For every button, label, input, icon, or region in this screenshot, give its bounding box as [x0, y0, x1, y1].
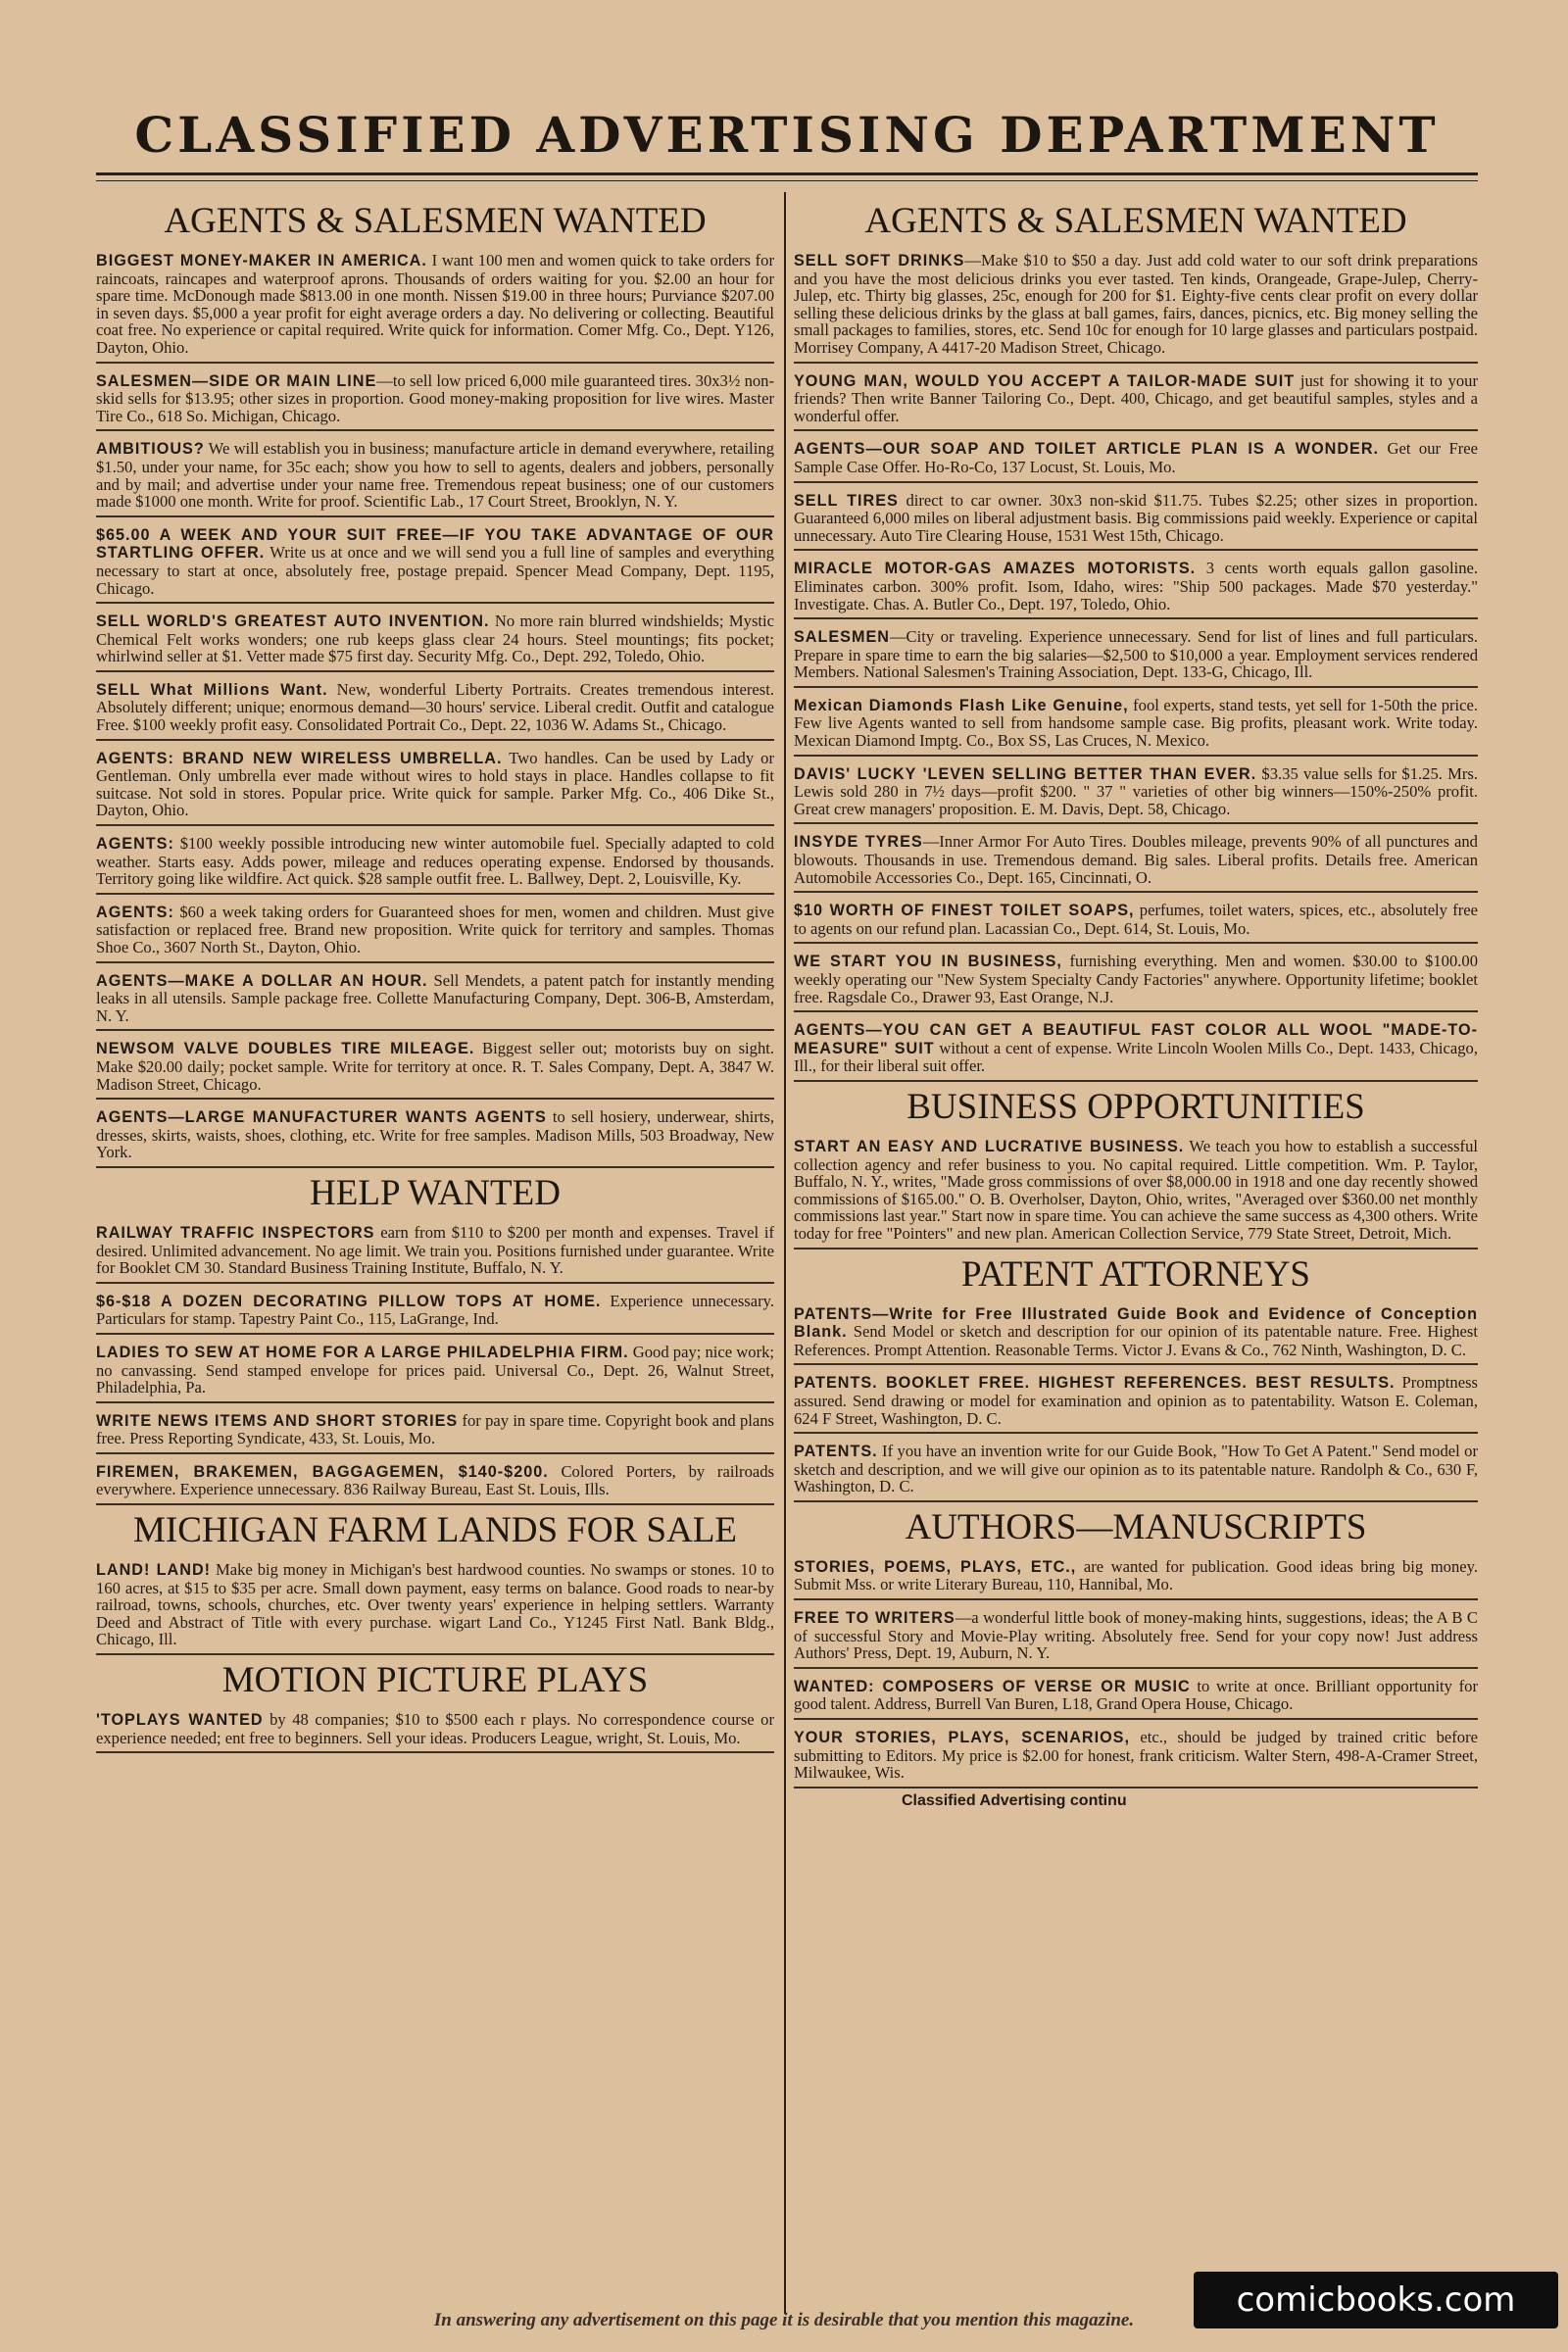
ad-body: 3 cents worth equals gallon gasoline. Eliminates carbon. 300% profit. Isom, Idaho, wires: "Ship 500 packages. Made $70 yesterday." Investigate. Chas. A. Butler Co., Dept. 197, Toledo, Ohio.	[794, 559, 1478, 613]
column-separator	[784, 192, 786, 2314]
classified-ad	[794, 1369, 1478, 1434]
ad-body: Two handles. Can be used by Lady or Gentleman. Only umbrella ever made without wires to hold stays in place. Handles collapse to fit suitcase. Not sold in stores. Popular price. Write quick for sample. Parker Mfg. Co., 406 Dike St., Dayton, Ohio.	[96, 748, 774, 820]
classified-ad	[794, 1673, 1478, 1720]
ad-body: Get our Free Sample Case Offer. Ho-Ro-Co, 137 Locust, St. Louis, Mo.	[794, 439, 1478, 476]
ad-lead: PATENTS. BOOKLET FREE. HIGHEST REFERENCES. BEST RESULTS.	[794, 1374, 1396, 1393]
section-heading-patent: PATENT ATTORNEYS	[960, 1253, 1311, 1295]
ad-body: If you have an invention write for our Guide Book, "How To Get A Patent." Send model or sketch and description, and we will give our opinion as to its patentable nature. Randolph & Co., 630 F, Washington, D. C.	[794, 1442, 1478, 1496]
ad-body: perfumes, toilet waters, spices, etc., absolutely free to agents on our refund plan. Lacassian Co., Dept. 614, St. Louis, Mo.	[794, 901, 1478, 938]
ad-lead: FIREMEN, BRAKEMEN, BAGGAGEMEN, $140-$200.	[96, 1462, 549, 1481]
ad-body: to write at once. Brilliant opportunity for good talent. Address, Burrell Van Buren, L18, Grand Opera House, Chicago.	[794, 1676, 1478, 1714]
ad-body: Biggest seller out; motorists buy on sight. Make $20.00 daily; pocket sample. Write for territory at once. R. T. Sales Company, Dept. A, 3847 W. Madison Street, Chicago.	[96, 1039, 774, 1094]
ad-body: earn from $110 to $200 per month and expenses. Travel if desired. Unlimited advancement. No age limit. We train you. Positions furnished under guarantee. Write for Booklet CM 30. Standard Business Training Institute, Buffalo, N. Y.	[96, 1222, 774, 1278]
ad-lead: WANTED: COMPOSERS OF VERSE OR MUSIC	[794, 1677, 1191, 1695]
classified-ad	[96, 1339, 774, 1403]
classified-ad	[96, 1035, 774, 1100]
classified-ad	[794, 1553, 1478, 1600]
ad-body: $60 a week taking orders for Guaranteed shoes for men, women and children. Must give satisfaction or replaced free. Brand new proposition. Write quick for territory and samples. Thomas Shoe Co., 3607 North St., Dayton, Ohio.	[96, 902, 774, 956]
ad-body: to sell hosiery, underwear, shirts, dresses, skirts, waists, shoes, clothing, etc. Write for free samples. Madison Mills, 503 Broadway, New York.	[96, 1107, 774, 1162]
classified-ad	[96, 521, 774, 604]
continued-note: Classified Advertising continu	[902, 1791, 1127, 1809]
ad-body: No more rain blurred windshields; Mystic Chemical Felt works wonders; one rub keeps glass clear 24 hours. Steel mountings; fits pocket; whirlwind seller at $1. Vetter made $75 first day. Security Mfg. Co., Dept. 292, Toledo, Ohio.	[96, 612, 774, 666]
ad-body: by 48 companies; $10 to $500 each r plays. No correspondence course or experience needed; ent free to beginners. Sell your ideas. Producers League, wright, St. Louis, Mo.	[96, 1710, 774, 1747]
ad-body: Make big money in Michigan's best hardwood counties. No swamps or stones. 10 to 160 acres, at $15 to $35 per acre. Small down payment, easy terms on balance. Good roads to near-by railroad, towns, schools, churches, etc. Over twenty years' experience in helping settlers. Warranty Deed and Abstract of Title with every purchase. wigart Land Co., Y1245 First Natl. Bank Bldg., Chicago, Ill.	[96, 1560, 774, 1649]
help-wanted-ads	[96, 1219, 774, 1505]
classified-ad	[96, 1103, 774, 1168]
ad-body: Good pay; nice work; no canvassing. Send stamped envelope for prices paid. Universal Co., Dept. 26, Walnut Street, Philadelphia, Pa.	[96, 1342, 774, 1397]
left-column	[96, 196, 774, 2313]
classified-ad	[794, 692, 1478, 757]
classified-ad	[794, 1016, 1478, 1082]
ad-body: Write us at once and we will send you a full line of samples and everything necessary to start at once, absolutely free, postage prepaid. Spencer Mead Company, Dept. 1195, Chicago.	[96, 543, 774, 598]
ad-body: Send Model or sketch and description for our opinion of its patentable nature. Free. Highest References. Prompt Attention. Reasonable Terms. Victor J. Evans & Co., 762 Ninth, Washington, D. C.	[794, 1322, 1478, 1359]
classified-ad	[96, 368, 774, 432]
authors-ads	[794, 1553, 1478, 1788]
section-heading-business: BUSINESS OPPORTUNITIES	[906, 1086, 1365, 1127]
ad-lead: LAND! LAND!	[96, 1561, 212, 1580]
classified-ad	[794, 487, 1478, 552]
ad-lead: SELL WORLD'S GREATEST AUTO INVENTION.	[96, 612, 490, 631]
ad-lead: LADIES TO SEW AT HOME FOR A LARGE PHILADELPHIA FIRM.	[96, 1343, 629, 1361]
ad-body: I want 100 men and women quick to take orders for raincoats, raincapes and waterproof aprons. Thousands of orders waiting for you. $2.00 an hour for spare time. McDonough made $813.00 in one month. Nissen $19.00 in three hours; Purviance $207.00 in seven days. $5,000 a year profit for eight average orders a day. No delivering or collecting. Beautiful coat free. No experience or capital required. Write quick for information. Comer Mfg. Co., Dept. Y126, Dayton, Ohio.	[96, 251, 774, 357]
ad-body: fool experts, stand tests, yet sell for 1-50th the price. Few live Agents wanted to sell from handsome sample case. Big profits, pleasant work. Write today. Mexican Diamond Imptg. Co., Box SS, Las Cruces, N. Mexico.	[794, 695, 1478, 751]
classified-ad	[794, 897, 1478, 944]
ad-lead: MIRACLE MOTOR-GAS AMAZES MOTORISTS.	[794, 560, 1197, 578]
ad-lead: $6-$18 A DOZEN DECORATING PILLOW TOPS AT HOME.	[96, 1292, 602, 1310]
ad-body: —to sell low priced 6,000 mile guaranteed tires. 30x3½ non-skid sells for $13.95; other sizes in proportion. Good money-making proposition for live wires. Master Tire Co., 618 So. Michigan, Chicago.	[96, 370, 774, 425]
right-column	[794, 196, 1478, 2313]
classified-ad	[96, 1706, 774, 1753]
farm-ads	[96, 1556, 774, 1655]
classified-ad	[96, 1556, 774, 1655]
ad-body: etc., should be judged by trained critic before submitting to Editors. My price is $2.00 for honest, frank criticism. Walter Stern, 498-A-Cramer Street, Milwaukee, Wis.	[794, 1728, 1478, 1783]
ad-body: Sell Mendets, a patent patch for instantly mending leaks in all utensils. Sample package free. Collette Manufacturing Company, Dept. 306-B, Amsterdam, N. Y.	[96, 970, 774, 1025]
section-heading-farm-lands: MICHIGAN FARM LANDS FOR SALE	[132, 1510, 738, 1551]
ad-lead: AGENTS: BRAND NEW WIRELESS UMBRELLA.	[96, 749, 503, 767]
classified-ad	[794, 1133, 1478, 1250]
patent-ads	[794, 1300, 1478, 1502]
classified-ad	[794, 1604, 1478, 1669]
ad-lead: INSYDE TYRES	[794, 833, 923, 852]
ad-body: $100 weekly possible introducing new winter automobile fuel. Specially adapted to cold weather. Starts easy. Adds power, mileage and reduces operating expense. Endorsed by thousands. Territory going like wildfire. Act quick. $28 sample outfit free. L. Ballwey, Dept. 2, Louisville, Ky.	[96, 834, 774, 889]
agents-ads-left	[96, 247, 774, 1168]
ad-body: without a cent of expense. Write Lincoln Woolen Mills Co., Dept. 1433, Chicago, Ill., for their liberal suit offer.	[794, 1038, 1478, 1076]
classified-ad	[96, 676, 774, 741]
ad-lead: AGENTS—LARGE MANUFACTURER WANTS AGENTS	[96, 1108, 547, 1127]
classified-ad	[96, 1219, 774, 1284]
ad-lead: AGENTS:	[96, 903, 174, 921]
ad-lead: DAVIS' LUCKY 'LEVEN SELLING BETTER THAN EVER.	[794, 764, 1257, 783]
ad-lead: SELL TIRES	[794, 491, 899, 510]
ad-lead: STORIES, POEMS, PLAYS, ETC.,	[794, 1557, 1077, 1576]
ad-lead: YOUR STORIES, PLAYS, SCENARIOS,	[794, 1729, 1130, 1747]
ad-lead: Mexican Diamonds Flash Like Genuine,	[794, 696, 1129, 714]
ad-lead: AMBITIOUS?	[96, 440, 205, 459]
ad-body: direct to car owner. 30x3 non-skid $11.75. Tubes $2.25; other sizes in proportion. Guaranteed 6,000 miles on liberal adjustment basis. Big commissions paid weekly. Experience or capital unnecessary. Auto Tire Clearing House, 1531 West 15th, Chicago.	[794, 490, 1478, 545]
classified-ad	[794, 623, 1478, 688]
classified-ad	[96, 967, 774, 1032]
ad-lead: 'TOPLAYS WANTED	[96, 1711, 264, 1730]
ad-lead: AGENTS—YOU CAN GET A BEAUTIFUL FAST COLOR ALL WOOL "MADE-TO-MEASURE" SUIT	[794, 1021, 1478, 1057]
ad-lead: $10 WORTH OF FINEST TOILET SOAPS,	[794, 902, 1135, 920]
section-heading-motion-picture: MOTION PICTURE PLAYS	[221, 1660, 649, 1701]
ad-body: for pay in spare time. Copyright book and plans free. Press Reporting Syndicate, 433, St. Louis, Mo.	[96, 1410, 774, 1448]
agents-ads-right	[794, 247, 1478, 1082]
ad-body: We teach you how to establish a successful collection agency and refer business to you. No capital required. Little competition. Wm. P. Taylor, Buffalo, N. Y., writes, "Made gross commissions of over $8,000.00 in 1918 and one day recently showed commissions of $165.00." O. B. Overholser, Dayton, Ohio, writes, "Averaged over $360.00 net monthly commissions last year." Start now in spare time. You can achieve the same success as 4,300 others. Write today for free "Pointers" and new plan. American Collection Service, 779 State Street, Detroit, Mich.	[794, 1136, 1478, 1243]
ad-body: New, wonderful Liberty Portraits. Creates tremendous interest. Absolutely different; unique; enormous demand—30 hours' service. Liberal credit. Outfit and catalogue Free. $100 weekly profit easy. Consolidated Portrait Co., Dept. 22, 1036 W. Adams St., Chicago.	[96, 679, 774, 735]
classified-ad	[96, 1458, 774, 1505]
classified-ad	[96, 247, 774, 364]
classified-ad	[794, 828, 1478, 893]
ad-lead: SALESMEN	[794, 628, 890, 647]
motion-ads	[96, 1706, 774, 1753]
classified-ad	[96, 899, 774, 963]
business-ads	[794, 1133, 1478, 1250]
classified-ad	[794, 1724, 1478, 1788]
classified-ad	[794, 555, 1478, 619]
ad-body: furnishing everything. Men and women. $30.00 to $100.00 weekly operating our "New System Specialty Candy Factories" anywhere. Opportunity lifetime; booklet free. Ragsdale Co., Drawer 93, East Orange, N.J.	[794, 952, 1478, 1006]
ad-lead: PATENTS—Write for Free Illustrated Guide Book and Evidence of Conception Blank.	[794, 1304, 1478, 1342]
classified-ad	[96, 1288, 774, 1335]
section-heading-authors: AUTHORS—MANUSCRIPTS	[905, 1506, 1367, 1547]
ad-lead: START AN EASY AND LUCRATIVE BUSINESS.	[794, 1137, 1185, 1155]
ad-body: —City or traveling. Experience unnecessary. Send for list of lines and full particulars. Prepare in spare time to earn the big salaries—$2,500 to $10,000 a year. Employment services rendered Members. National Salesmen's Training Association, Dept. 133-G, Chicago, Ill.	[794, 627, 1478, 682]
page-title: CLASSIFIED ADVERTISING DEPARTMENT	[134, 106, 1440, 164]
classified-ad	[96, 830, 774, 895]
ad-lead: PATENTS.	[794, 1443, 878, 1461]
ad-lead: SALESMEN—SIDE OR MAIN LINE	[96, 371, 377, 390]
ad-lead: AGENTS—OUR SOAP AND TOILET ARTICLE PLAN IS A WONDER.	[794, 440, 1380, 459]
ad-lead: RAILWAY TRAFFIC INSPECTORS	[96, 1223, 375, 1242]
ad-body: Experience unnecessary. Particulars for stamp. Tapestry Paint Co., 115, LaGrange, Ind.	[96, 1291, 774, 1329]
section-heading-agents-left: AGENTS & SALESMEN WANTED	[164, 201, 707, 241]
ad-lead: NEWSOM VALVE DOUBLES TIRE MILEAGE.	[96, 1040, 475, 1058]
classified-ad	[794, 435, 1478, 482]
classified-ad	[794, 368, 1478, 432]
title-rule	[96, 172, 1478, 175]
ad-lead: AGENTS:	[96, 835, 174, 854]
classified-ad	[96, 435, 774, 516]
classified-ad	[794, 948, 1478, 1012]
ad-lead: FREE TO WRITERS	[794, 1609, 956, 1628]
classified-ad	[96, 1407, 774, 1454]
ad-lead: BIGGEST MONEY-MAKER IN AMERICA.	[96, 252, 427, 270]
section-heading-help-wanted: HELP WANTED	[310, 1172, 561, 1213]
section-heading-agents-right: AGENTS & SALESMEN WANTED	[864, 201, 1407, 241]
ad-body: —Inner Armor For Auto Tires. Doubles mileage, prevents 90% of all punctures and blowouts. Thousands in use. Tremendous demand. Big sales. Liberal profits. Details free. American Automobile Accessories Co., Dept. 165, Cincinnati, O.	[794, 832, 1478, 887]
footer-note: In answering any advertisement on this page it is desirable that you mention this magazine.	[433, 2310, 1135, 2330]
ad-lead: $65.00 A WEEK AND YOUR SUIT FREE—IF YOU TAKE ADVANTAGE OF OUR STARTLING OFFER.	[96, 525, 774, 563]
ad-body: just for showing it to your friends? Then write Banner Tailoring Co., Dept. 400, Chicago, and get beautiful samples, styles and a wonderful offer.	[794, 370, 1478, 425]
ad-body: are wanted for publication. Good ideas bring big money. Submit Mss. or write Literary Bureau, 110, Hannibal, Mo.	[794, 1556, 1478, 1594]
ad-lead: AGENTS—MAKE A DOLLAR AN HOUR.	[96, 971, 428, 990]
ad-body: Colored Porters, by railroads everywhere. Experience unnecessary. 836 Railway Bureau, East St. Louis, Ills.	[96, 1461, 774, 1499]
ad-lead: SELL SOFT DRINKS	[794, 252, 965, 270]
classified-ad	[794, 760, 1478, 825]
ad-lead: YOUNG MAN, WOULD YOU ACCEPT A TAILOR-MADE SUIT	[794, 371, 1296, 390]
classified-ad	[96, 745, 774, 826]
ad-lead: SELL What Millions Want.	[96, 680, 328, 699]
classified-ad	[96, 608, 774, 672]
ad-lead: WRITE NEWS ITEMS AND SHORT STORIES	[96, 1411, 459, 1430]
ad-body: $3.35 value sells for $1.25. Mrs. Lewis sold 280 in 7½ days—profit $200. " 37 " varieties of other big winners—150%-250% profit. Great crew managers' proposition. E. M. Davis, Dept. 58, Chicago.	[794, 763, 1478, 818]
ad-body: Promptness assured. Send drawing or model for examination and opinion as to patentability. Watson E. Coleman, 624 F Street, Washington, D. C.	[794, 1373, 1478, 1428]
ad-body: —Make $10 to $50 a day. Just add cold water to our soft drink preparations and you have the most delicious drinks you ever tasted. Ten kinds, Orangeade, Grape-Julep, Cherry-Julep, etc. Thirty big glasses, 25c, enough for 200 for $1. Eighty-five cents clear profit on every dollar selling these delicious drinks by the glass at ball games, fairs, dances, picnics, etc. Big money selling the small packages to families, stores, etc. Send 10c for enough for 10 large glasses and particulars postpaid. Morrisey Company, A 4417-20 Madison Street, Chicago.	[794, 251, 1478, 357]
ad-body: —a wonderful little book of money-making hints, suggestions, ideas; the A B C of successful Story and Movie-Play writing. Absolutely free. Send for your copy now! Just address Authors' Press, Dept. 19, Auburn, N. Y.	[794, 1608, 1478, 1663]
classified-ad	[794, 1300, 1478, 1366]
ad-lead: WE START YOU IN BUSINESS,	[794, 953, 1062, 971]
classified-ad	[794, 1438, 1478, 1502]
ad-body: We will establish you in business; manufacture article in demand everywhere, retailing $1.50, under your name, for 35c each; show you how to sell to agents, dealers and jobbers, personally and by mail; and advertise under your name free. Tremendous repeat business; one of our customers made $1000 one month. Write for proof. Scientific Lab., 17 Court Street, Brooklyn, N. Y.	[96, 439, 774, 512]
classified-ad	[794, 247, 1478, 364]
title-rule-thin	[96, 180, 1478, 181]
watermark-logo: comicbooks.com	[1194, 2272, 1558, 2328]
